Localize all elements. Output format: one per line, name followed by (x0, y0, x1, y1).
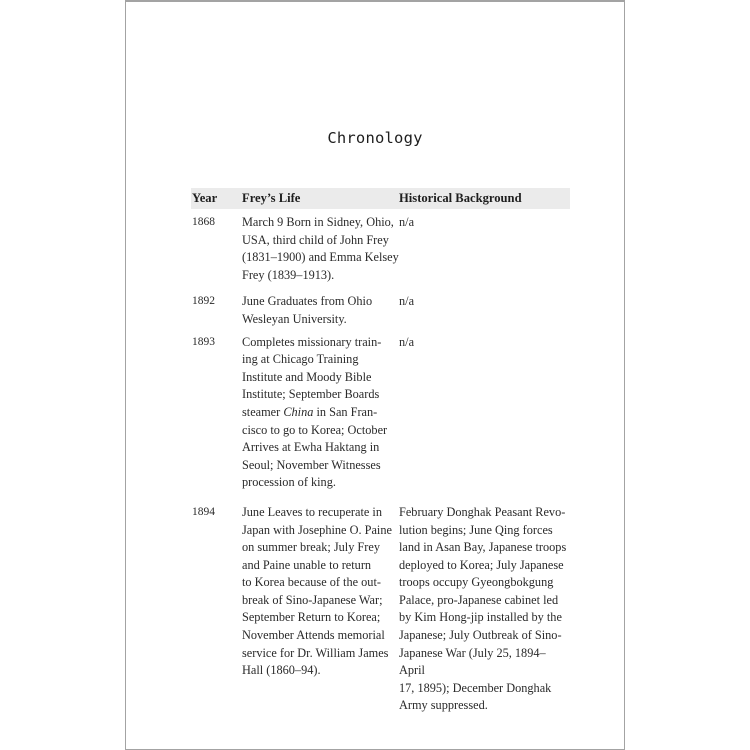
table-row (191, 214, 570, 284)
row-year: 1892 (192, 295, 215, 308)
table-row (191, 334, 570, 492)
row-historical-background: n/a (399, 334, 415, 349)
chronology-table (191, 188, 570, 715)
row-year: 1894 (192, 505, 215, 518)
table-row (191, 504, 570, 715)
life-text-part: Completes missionary train- ing at Chicago Training Institute and Moody Bible Institute; September Boards steamer (242, 334, 382, 419)
row-historical-background: n/a (399, 294, 415, 309)
row-year: 1893 (192, 335, 215, 348)
header-year: Year (192, 191, 218, 205)
table-header-row (191, 188, 570, 209)
header-freys-life: Frey’s Life (242, 191, 301, 205)
book-page (125, 0, 625, 750)
chapter-title: Chronology (327, 129, 423, 147)
row-freys-life: March 9 Born in Sidney, Ohio, USA, third child of John Frey (1831–1900) and Emma Kelsey Frey (1839–1913). (242, 215, 399, 282)
row-historical-background: n/a (399, 215, 415, 229)
header-historical-background: Historical Background (399, 191, 522, 205)
row-freys-life: June Graduates from Ohio Wesleyan University. (242, 294, 373, 326)
row-freys-life (242, 334, 399, 492)
life-text-part: in San Fran- cisco to go to Korea; October Arrives at Ewha Haktang in Seoul; November Witnesses procession of king. (242, 404, 388, 490)
table-row (191, 293, 570, 328)
row-historical-background: February Donghak Peasant Revo- lution begins; June Qing forces land in Asan Bay, Japanese troops deployed to Korea; July Japanese troops occupy Gyeongbokgung Palace, pro-Japanese cabinet led by Kim Hong-jip installed by the Japanese; July Outbreak of Sino- Japanese War (July 25, 1894–April 17, 1895); December Donghak Army suppressed. (399, 504, 567, 713)
ship-name-italic: China (283, 404, 314, 419)
row-year: 1868 (192, 216, 215, 228)
row-freys-life: June Leaves to recuperate in Japan with Josephine O. Paine on summer break; July Frey and Paine unable to return to Korea because of the out- break of Sino-Japanese War; September Return to Korea; November Attends memorial service for Dr. William James Hall (1860–94). (242, 504, 392, 678)
